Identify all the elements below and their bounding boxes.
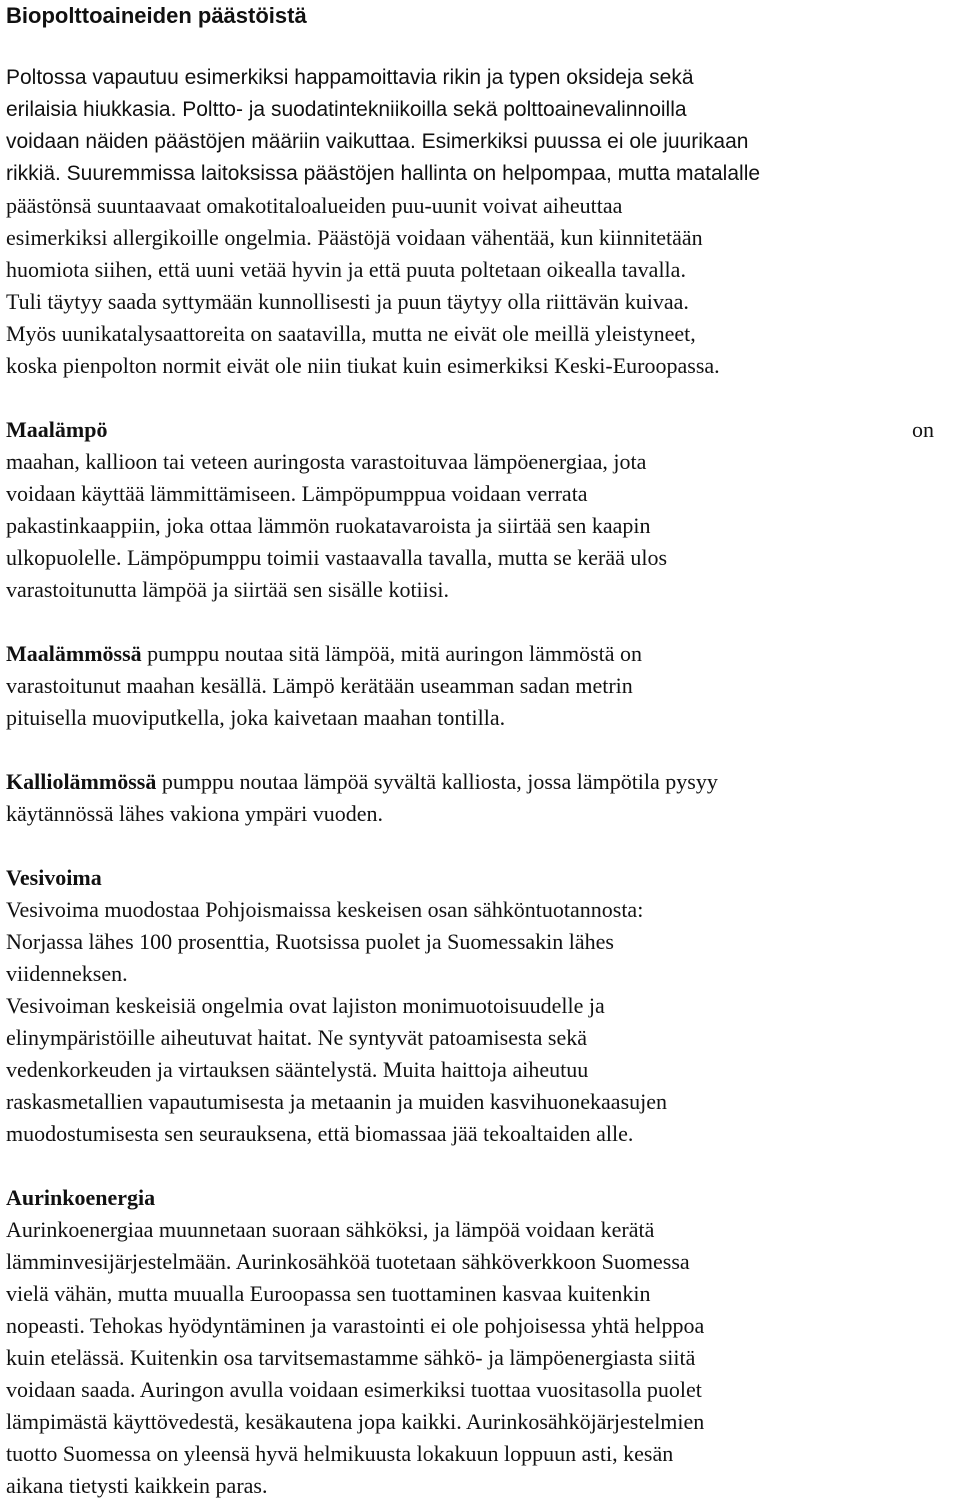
paragraph-line: voidaan käyttää lämmittämiseen. Lämpöpumppua voidaan verrata <box>6 481 588 506</box>
heading-maalampo: Maalämpö <box>6 417 108 442</box>
paragraph-text: pumppu noutaa lämpöä syvältä kalliosta, jossa lämpötila pysyy <box>156 769 718 794</box>
paragraph-line: voidaan näiden päästöjen määriin vaikuttaa. Esimerkiksi puussa ei ole juurikaan <box>6 130 749 153</box>
paragraph-line: Poltossa vapautuu esimerkiksi happamoittavia rikin ja typen oksideja sekä <box>6 66 694 89</box>
paragraph-line: vedenkorkeuden ja virtauksen sääntelystä. Muita haittoja aiheutuu <box>6 1057 589 1082</box>
section-aurinkoenergia <box>6 1182 954 1502</box>
paragraph-line: raskasmetallien vapautumisesta ja metaanin ja muiden kasvihuonekaasujen <box>6 1089 668 1114</box>
paragraph-line: aikana tietysti kaikkein paras. <box>6 1473 268 1498</box>
paragraph-line: pakastinkaappiin, joka ottaa lämmön ruokatavaroista ja siirtää sen kaapin <box>6 513 651 538</box>
heading-tail-word: on <box>912 417 934 442</box>
section-biofuel-emissions <box>6 0 954 382</box>
section-maalampo <box>6 414 954 606</box>
heading-row-maalampo <box>6 414 954 446</box>
paragraph-line: päästönsä suuntaavaat omakotitaloalueiden puu-uunit voivat aiheuttaa <box>6 193 623 218</box>
paragraph-line: vielä vähän, mutta muualla Euroopassa sen tuottaminen kasvaa kuitenkin <box>6 1281 651 1306</box>
paragraph-line: Norjassa lähes 100 prosenttia, Ruotsissa puolet ja Suomessakin lähes <box>6 929 614 954</box>
paragraph-line: lämpimästä käyttövedestä, kesäkautena jopa kaikki. Aurinkosähköjärjestelmien <box>6 1409 705 1434</box>
heading-kalliolammossa: Kalliolämmössä <box>6 769 157 794</box>
paragraph-line-first <box>6 766 954 798</box>
paragraph-line: Aurinkoenergiaa muunnetaan suoraan sähköksi, ja lämpöä voidaan kerätä <box>6 1217 655 1242</box>
paragraph-line: elinympäristöille aiheutuvat haitat. Ne syntyvät patoamisesta sekä <box>6 1025 588 1050</box>
paragraph-line: Vesivoiman keskeisiä ongelmia ovat lajiston monimuotoisuudelle ja <box>6 993 605 1018</box>
paragraph-line: maahan, kallioon tai veteen auringosta varastoituvaa lämpöenergiaa, jota <box>6 449 647 474</box>
paragraph-line: erilaisia hiukkasia. Poltto- ja suodatintekniikoilla sekä polttoainevalinnoilla <box>6 98 687 121</box>
paragraph-line: muodostumisesta sen seurauksena, että biomassaa jää tekoaltaiden alle. <box>6 1121 634 1146</box>
paragraph-line: Myös uunikatalysaattoreita on saatavilla, mutta ne eivät ole meillä yleistyneet, <box>6 321 696 346</box>
paragraph-line: koska pienpolton normit eivät ole niin tiukat kuin esimerkiksi Keski-Euroopassa. <box>6 353 720 378</box>
paragraph-line: käytännössä lähes vakiona ympäri vuoden. <box>6 801 383 826</box>
heading-vesivoima: Vesivoima <box>6 865 102 890</box>
paragraph-line: viidenneksen. <box>6 961 128 986</box>
section-title-biofuel: Biopolttoaineiden päästöistä <box>6 3 307 28</box>
paragraph-line: pituisella muoviputkella, joka kaivetaan maahan tontilla. <box>6 705 506 730</box>
paragraph-line-first <box>6 638 954 670</box>
section-kalliolammossa <box>6 766 954 830</box>
section-vesivoima <box>6 862 954 1150</box>
paragraph-line: varastoitunutta lämpöä ja siirtää sen sisälle kotiisi. <box>6 577 449 602</box>
document-page <box>6 0 954 1502</box>
paragraph-line: kuin etelässä. Kuitenkin osa tarvitsemastamme sähkö- ja lämpöenergiasta siitä <box>6 1345 696 1370</box>
heading-aurinkoenergia: Aurinkoenergia <box>6 1185 156 1210</box>
paragraph-line: ulkopuolelle. Lämpöpumppu toimii vastaavalla tavalla, mutta se kerää ulos <box>6 545 668 570</box>
paragraph-line: Tuli täytyy saada syttymään kunnollisesti ja puun täytyy olla riittävän kuivaa. <box>6 289 689 314</box>
paragraph-line: rikkiä. Suuremmissa laitoksissa päästöjen hallinta on helpompaa, mutta matalalle <box>6 162 761 185</box>
paragraph-line: Vesivoima muodostaa Pohjoismaissa keskeisen osan sähköntuotannosta: <box>6 897 644 922</box>
heading-maalammossa: Maalämmössä <box>6 641 142 666</box>
paragraph-text: pumppu noutaa sitä lämpöä, mitä auringon lämmöstä on <box>141 641 643 666</box>
paragraph-line: tuotto Suomessa on yleensä hyvä helmikuusta lokakuun loppuun asti, kesän <box>6 1441 674 1466</box>
paragraph-line: lämminvesijärjestelmään. Aurinkosähköä tuotetaan sähköverkkoon Suomessa <box>6 1249 690 1274</box>
paragraph-line: voidaan saada. Auringon avulla voidaan esimerkiksi tuottaa vuositasolla puolet <box>6 1377 702 1402</box>
section-maalammossa <box>6 638 954 734</box>
paragraph-line: nopeasti. Tehokas hyödyntäminen ja varastointi ei ole pohjoisessa yhtä helppoa <box>6 1313 705 1338</box>
paragraph-line: varastoitunut maahan kesällä. Lämpö kerätään useamman sadan metrin <box>6 673 633 698</box>
paragraph-line: huomiota siihen, että uuni vetää hyvin ja että puuta poltetaan oikealla tavalla. <box>6 257 686 282</box>
paragraph-line: esimerkiksi allergikoille ongelmia. Päästöjä voidaan vähentää, kun kiinnitetään <box>6 225 703 250</box>
